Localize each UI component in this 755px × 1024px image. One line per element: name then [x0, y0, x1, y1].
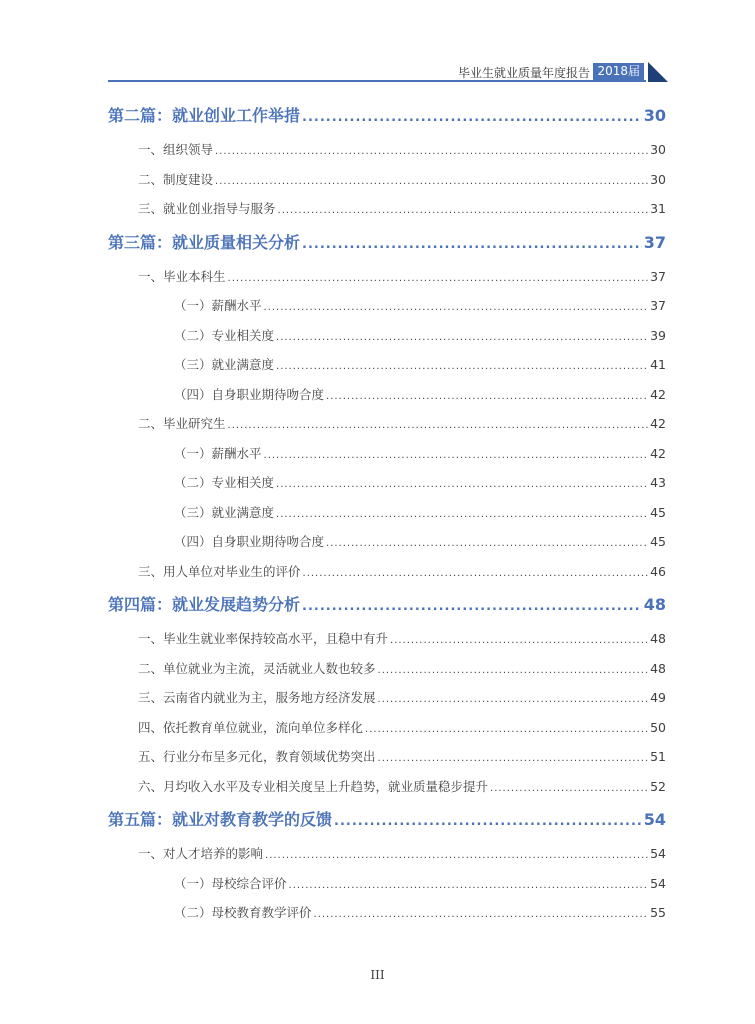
toc-subsection-entry[interactable]: [108, 498, 666, 528]
toc-entry-page: 54: [643, 810, 666, 829]
toc-entry-label: （一）薪酬水平: [174, 298, 262, 313]
toc-entry-label: 第三篇：就业质量相关分析: [108, 232, 301, 252]
toc-section-entry[interactable]: [108, 742, 666, 772]
toc-subsection-entry[interactable]: [108, 869, 666, 899]
toc-entry-page: 48: [650, 631, 666, 646]
toc-leader-dots: [326, 529, 648, 559]
toc-leader-dots: [265, 841, 648, 871]
toc-leader-dots: [302, 99, 642, 137]
toc-subsection-entry[interactable]: [108, 468, 666, 498]
toc-leader-dots: [228, 411, 649, 441]
toc-entry-label: 二、毕业研究生: [138, 416, 226, 431]
toc-entry-page: 48: [650, 660, 666, 676]
toc-entry-page: 45: [650, 534, 666, 549]
page-number: III: [370, 968, 385, 982]
toc-section-entry[interactable]: [108, 839, 666, 869]
toc-entry-page: 43: [650, 475, 666, 490]
toc-section-entry[interactable]: [108, 713, 666, 743]
toc-entry-label: 一、毕业生就业率保持较高水平，且稳中有升: [138, 631, 389, 646]
toc-entry-label: 二、单位就业为主流，灵活就业人数也较多: [138, 660, 376, 676]
header-year-badge: 2018届: [593, 63, 644, 80]
toc-entry-page: 31: [650, 201, 666, 216]
toc-entry-label: 二、制度建设: [138, 171, 214, 187]
toc-entry-page: 30: [650, 171, 666, 187]
toc-leader-dots: [276, 352, 648, 382]
toc-entry-page: 30: [643, 106, 666, 125]
toc-entry-label: 四、依托教育单位就业，流向单位多样化: [138, 719, 364, 735]
toc-entry-label: （一）母校综合评价: [174, 875, 287, 891]
toc-entry-page: 49: [650, 690, 666, 705]
toc-entry-label: （二）专业相关度: [174, 475, 275, 490]
toc-entry-label: 一、组织领导: [138, 142, 214, 157]
toc-subsection-entry[interactable]: [108, 291, 666, 321]
toc-leader-dots: [228, 264, 649, 294]
toc-entry-label: （四）自身职业期待吻合度: [174, 386, 325, 402]
toc-subsection-entry[interactable]: [108, 898, 666, 928]
toc-entry-page: 37: [643, 232, 666, 252]
toc-part-entry[interactable]: [108, 97, 666, 135]
toc-entry-page: 39: [650, 327, 666, 343]
toc-section-entry[interactable]: [108, 683, 666, 713]
toc-leader-dots: [390, 626, 648, 656]
table-of-contents: [108, 97, 666, 928]
toc-subsection-entry[interactable]: [108, 380, 666, 410]
toc-leader-dots: [276, 323, 648, 353]
toc-leader-dots: [215, 167, 648, 197]
toc-entry-page: 41: [650, 357, 666, 372]
toc-section-entry[interactable]: [108, 409, 666, 439]
toc-entry-page: 48: [643, 595, 666, 614]
toc-section-entry[interactable]: [108, 772, 666, 802]
toc-section-entry[interactable]: [108, 624, 666, 654]
toc-entry-label: （二）母校教育教学评价: [174, 905, 312, 920]
toc-section-entry[interactable]: [108, 654, 666, 684]
toc-entry-page: 37: [650, 298, 666, 313]
toc-leader-dots: [326, 382, 648, 412]
toc-leader-dots: [264, 441, 649, 471]
toc-leader-dots: [302, 588, 642, 626]
toc-entry-page: 52: [650, 778, 666, 794]
toc-entry-label: 一、对人才培养的影响: [138, 846, 264, 861]
toc-entry-label: （二）专业相关度: [174, 327, 275, 343]
toc-part-entry[interactable]: [108, 586, 666, 624]
toc-leader-dots: [215, 137, 648, 167]
toc-leader-dots: [276, 470, 648, 500]
toc-entry-label: 六、月均收入水平及专业相关度呈上升趋势，就业质量稳步提升: [138, 778, 489, 794]
toc-entry-page: 51: [650, 749, 666, 764]
toc-leader-dots: [289, 871, 649, 901]
toc-subsection-entry[interactable]: [108, 527, 666, 557]
toc-leader-dots: [378, 744, 649, 774]
toc-entry-page: 54: [650, 846, 666, 861]
toc-leader-dots: [264, 293, 649, 323]
toc-entry-page: 42: [650, 445, 666, 461]
toc-subsection-entry[interactable]: [108, 350, 666, 380]
toc-leader-dots: [302, 226, 642, 264]
toc-entry-page: 42: [650, 416, 666, 431]
toc-entry-label: 第五篇：就业对教育教学的反馈: [108, 810, 333, 829]
toc-section-entry[interactable]: [108, 262, 666, 292]
header-corner-triangle: [648, 62, 668, 82]
toc-entry-label: 三、用人单位对毕业生的评价: [138, 563, 301, 579]
toc-part-entry[interactable]: [108, 224, 666, 262]
toc-section-entry[interactable]: [108, 165, 666, 195]
toc-leader-dots: [303, 559, 649, 589]
toc-entry-page: 30: [650, 142, 666, 157]
toc-entry-page: 45: [650, 504, 666, 520]
toc-entry-page: 46: [650, 563, 666, 579]
toc-entry-label: 一、毕业本科生: [138, 268, 226, 284]
toc-section-entry[interactable]: [108, 194, 666, 224]
toc-entry-label: 第四篇：就业发展趋势分析: [108, 595, 301, 614]
toc-entry-label: （四）自身职业期待吻合度: [174, 534, 325, 549]
toc-part-entry[interactable]: [108, 801, 666, 839]
toc-section-entry[interactable]: [108, 135, 666, 165]
toc-section-entry[interactable]: [108, 557, 666, 587]
toc-leader-dots: [490, 774, 648, 804]
page-header: [108, 60, 668, 84]
toc-leader-dots: [365, 715, 648, 745]
toc-leader-dots: [276, 500, 648, 530]
toc-entry-label: 五、行业分布呈多元化，教育领域优势突出: [138, 749, 376, 764]
toc-entry-label: 第二篇：就业创业工作举措: [108, 106, 301, 125]
toc-leader-dots: [378, 685, 649, 715]
toc-entry-label: 三、云南省内就业为主，服务地方经济发展: [138, 690, 376, 705]
toc-leader-dots: [378, 656, 649, 686]
toc-leader-dots: [314, 900, 649, 930]
toc-entry-label: （三）就业满意度: [174, 357, 275, 372]
toc-entry-label: （一）薪酬水平: [174, 445, 262, 461]
toc-entry-page: 50: [650, 719, 666, 735]
toc-leader-dots: [278, 196, 649, 226]
toc-entry-label: 三、就业创业指导与服务: [138, 201, 276, 216]
toc-subsection-entry[interactable]: [108, 439, 666, 469]
toc-entry-label: （三）就业满意度: [174, 504, 275, 520]
toc-leader-dots: [334, 803, 642, 841]
toc-entry-page: 42: [650, 386, 666, 402]
toc-entry-page: 54: [650, 875, 666, 891]
toc-entry-page: 55: [650, 905, 666, 920]
toc-entry-page: 37: [650, 268, 666, 284]
toc-subsection-entry[interactable]: [108, 321, 666, 351]
header-title: 毕业生就业质量年度报告: [457, 66, 590, 80]
